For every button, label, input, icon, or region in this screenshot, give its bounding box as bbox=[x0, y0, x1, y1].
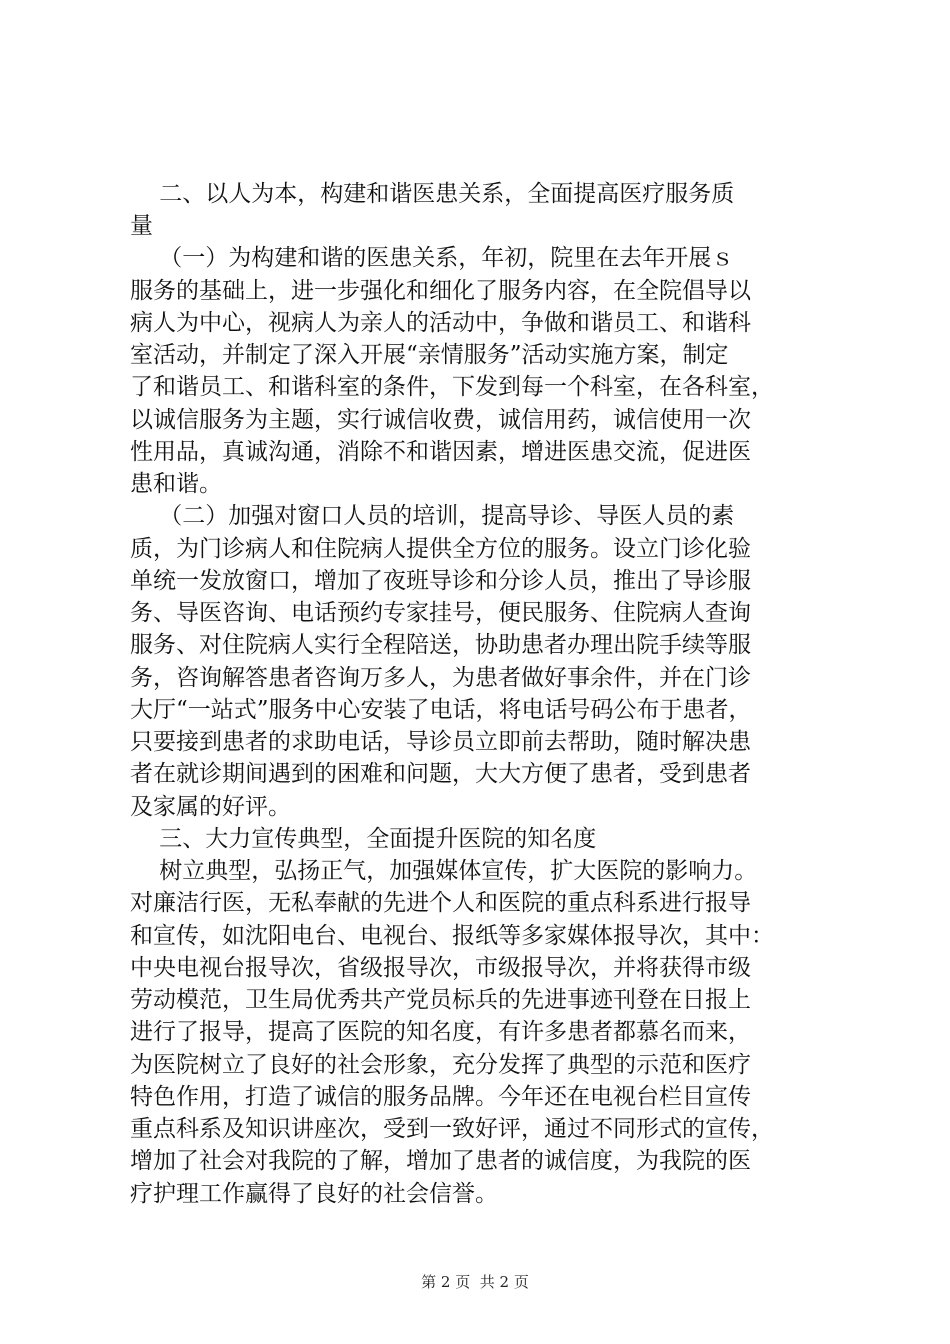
text-line: 劳动模范，卫生局优秀共产党员标兵的先进事迹刊登在日报上 bbox=[130, 987, 751, 1013]
text-line: 性用品，真诚沟通，消除不和谐因素，增进医患交流，促进医 bbox=[130, 439, 751, 465]
text-line: 务，咨询解答患者咨询万多人，为患者做好事余件，并在门诊 bbox=[130, 665, 751, 691]
text-line: 重点科系及知识讲座次，受到一致好评，通过不同形式的宣传， bbox=[130, 1116, 774, 1142]
text-line: 特色作用，打造了诚信的服务品牌。今年还在电视台栏目宣传 bbox=[130, 1084, 751, 1110]
text-line: 对廉洁行医，无私奉献的先进个人和医院的重点科系进行报导 bbox=[130, 890, 751, 916]
text-line: 树立典型，弘扬正气，加强媒体宣传，扩大医院的影响力。 bbox=[130, 858, 758, 884]
text-line: （一）为构建和谐的医患关系，年初，院里在去年开展ｓ bbox=[130, 245, 735, 271]
text-line: 了和谐员工、和谐科室的条件，下发到每一个科室，在各科室， bbox=[130, 374, 774, 400]
text-line: 中央电视台报导次，省级报导次，市级报导次，并将获得市级 bbox=[130, 955, 751, 981]
text-line: 只要接到患者的求助电话，导诊员立即前去帮助，随时解决患 bbox=[130, 729, 751, 755]
text-line: 服务的基础上，进一步强化和细化了服务内容，在全院倡导以 bbox=[130, 278, 751, 304]
text-line: 增加了社会对我院的了解，增加了患者的诚信度，为我院的医 bbox=[130, 1148, 751, 1174]
text-line: 和宣传，如沈阳电台、电视台、报纸等多家媒体报导次，其中： bbox=[130, 923, 774, 949]
page-number-footer: 第 2 页 共 2 页 bbox=[421, 1273, 529, 1291]
text-line: 务、导医咨询、电话预约专家挂号，便民服务、住院病人查询 bbox=[130, 600, 751, 626]
text-line: 服务、对住院病人实行全程陪送，协助患者办理出院手续等服 bbox=[130, 632, 751, 658]
text-line: 二、以人为本，构建和谐医患关系，全面提高医疗服务质 bbox=[130, 181, 735, 207]
text-line: 及家属的好评。 bbox=[130, 794, 291, 820]
text-line: 者在就诊期间遇到的困难和问题，大大方便了患者，受到患者 bbox=[130, 761, 751, 787]
text-line: （二）加强对窗口人员的培训，提高导诊、导医人员的素 bbox=[130, 503, 735, 529]
text-line: 量 bbox=[130, 213, 153, 239]
text-line: 室活动，并制定了深入开展“亲情服务”活动实施方案，制定 bbox=[130, 342, 729, 368]
text-line: 病人为中心，视病人为亲人的活动中，争做和谐员工、和谐科 bbox=[130, 310, 751, 336]
section-heading: 三、大力宣传典型，全面提升医院的知名度 bbox=[130, 826, 597, 852]
text-line: 大厅“一站式”服务中心安装了电话，将电话号码公布于患者， bbox=[130, 697, 752, 723]
text-line: 以诚信服务为主题，实行诚信收费，诚信用药，诚信使用一次 bbox=[130, 407, 751, 433]
text-line: 质，为门诊病人和住院病人提供全方位的服务。设立门诊化验 bbox=[130, 536, 751, 562]
text-line: 单统一发放窗口，增加了夜班导诊和分诊人员，推出了导诊服 bbox=[130, 568, 751, 594]
text-line: 进行了报导，提高了医院的知名度，有许多患者都慕名而来， bbox=[130, 1019, 751, 1045]
text-line: 疗护理工作赢得了良好的社会信誉。 bbox=[130, 1181, 498, 1207]
text-line: 为医院树立了良好的社会形象，充分发挥了典型的示范和医疗 bbox=[130, 1052, 751, 1078]
text-line: 患和谐。 bbox=[130, 471, 222, 497]
